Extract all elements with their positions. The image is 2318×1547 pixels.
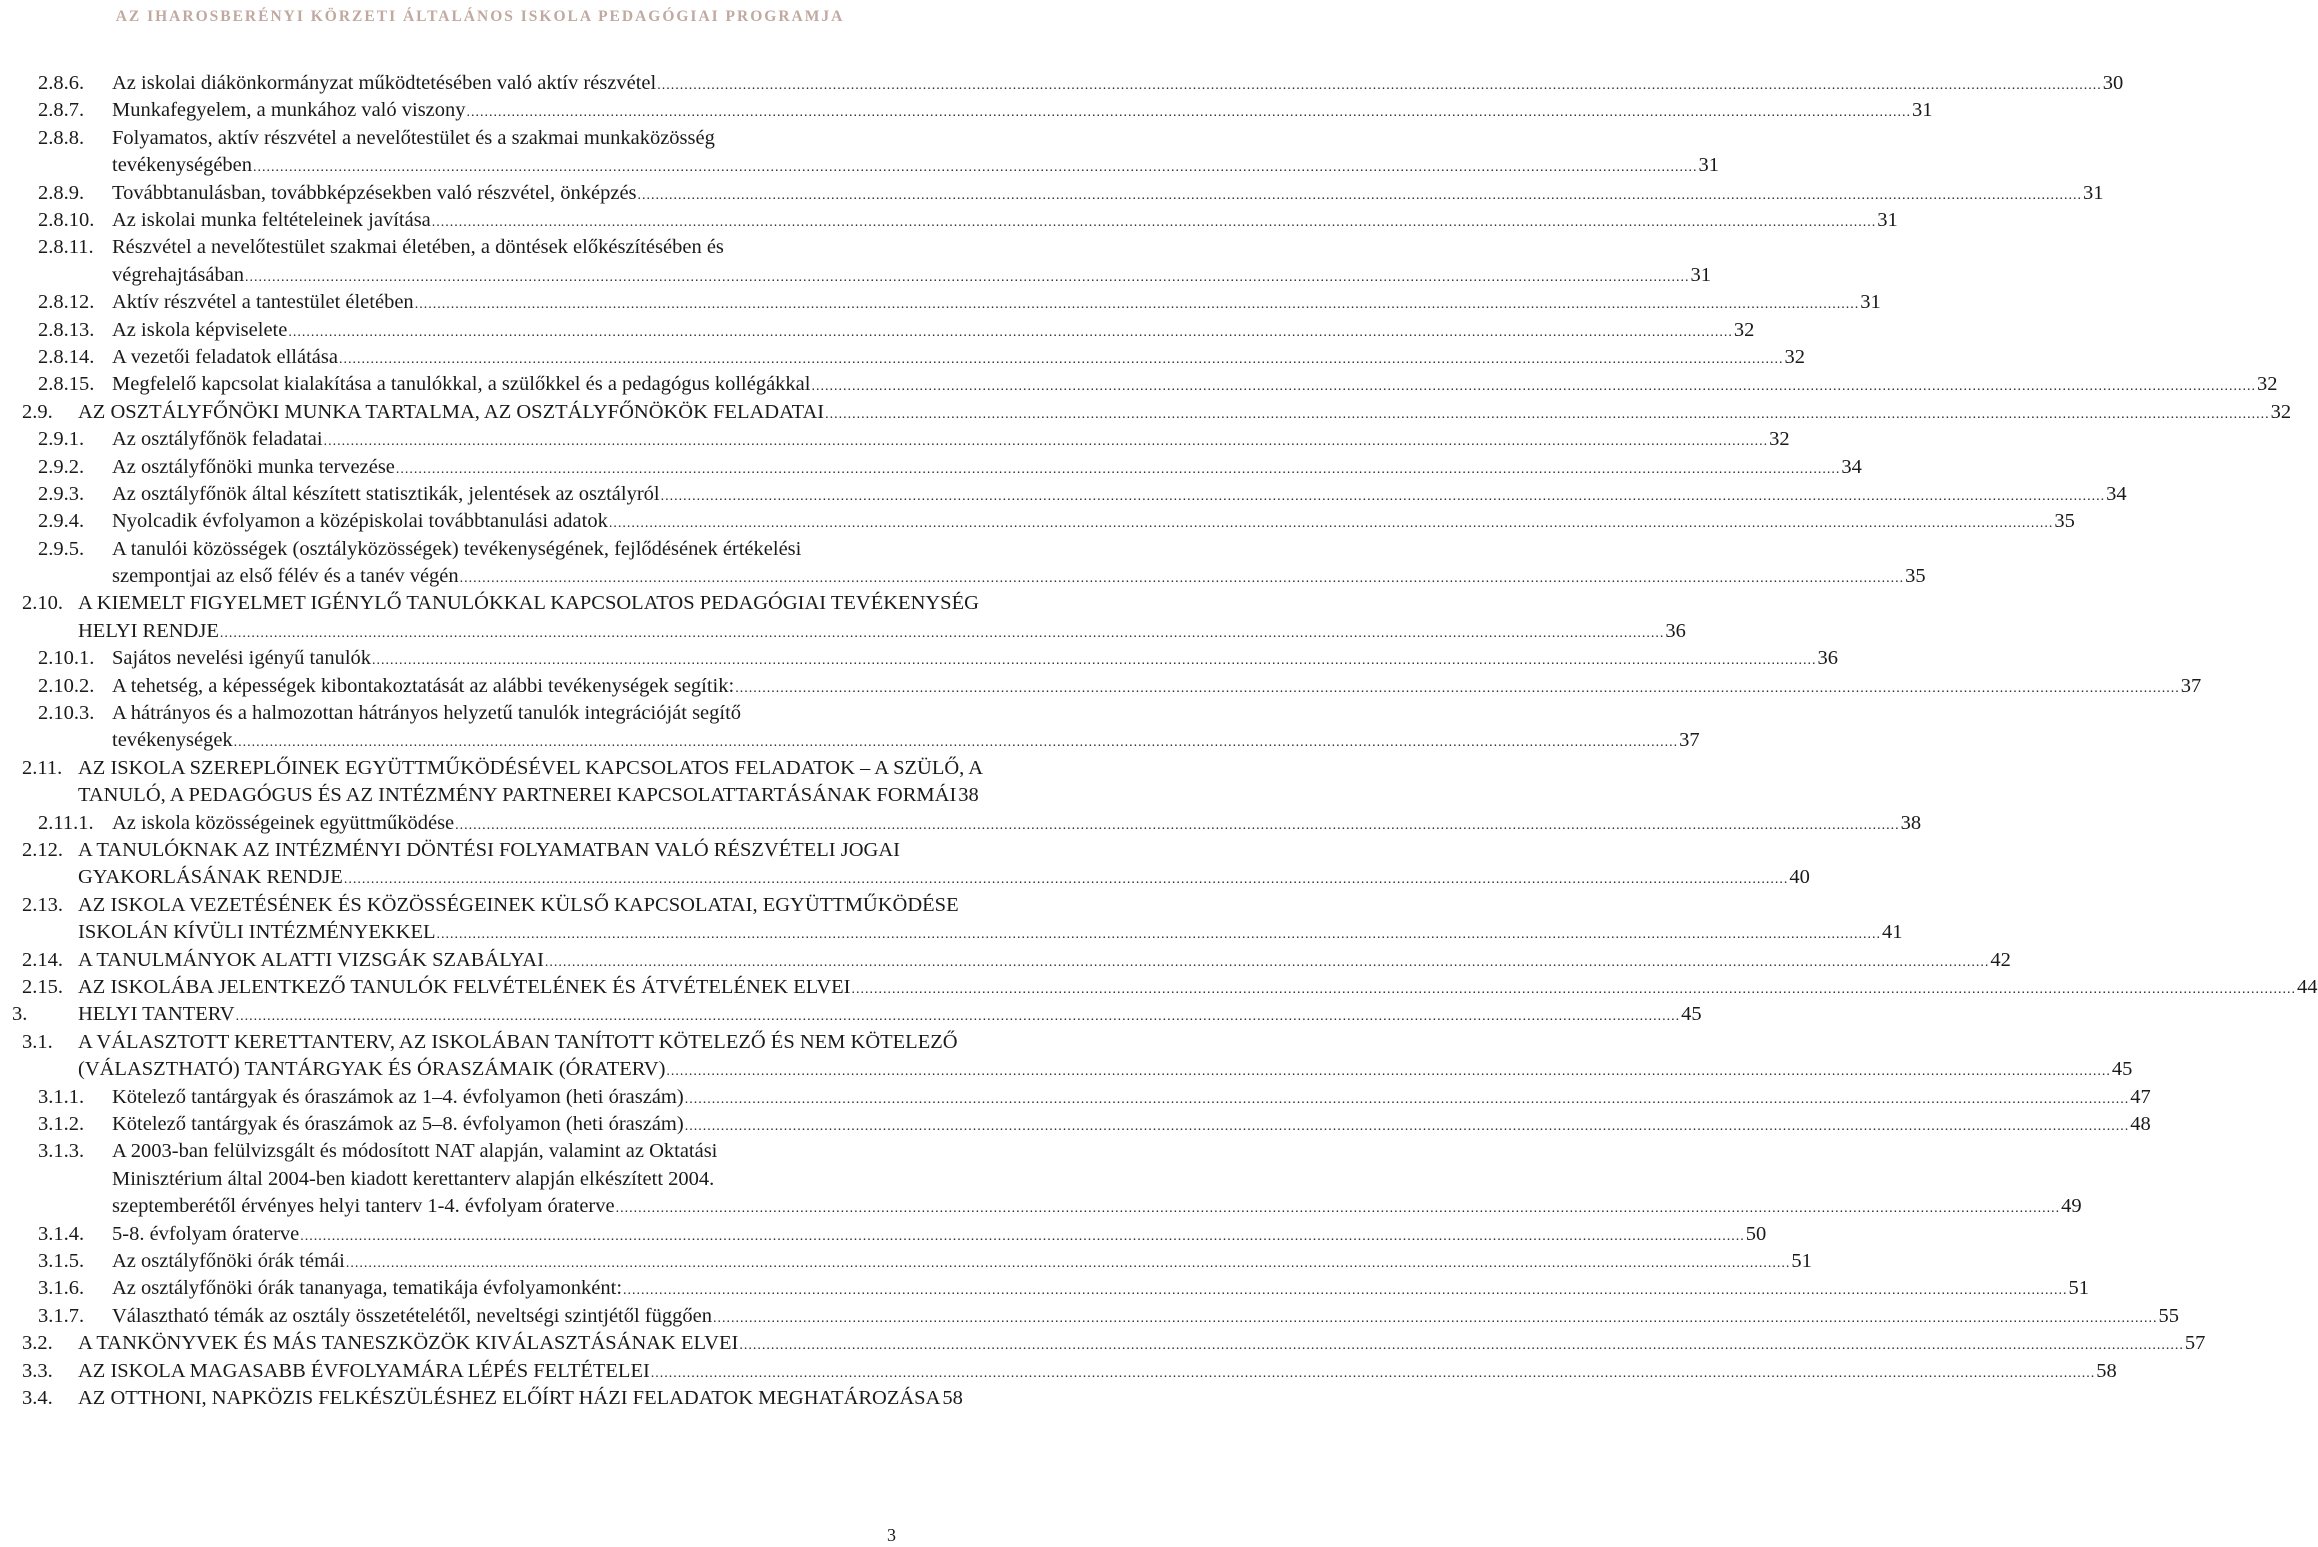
toc-entry-title: AZ ISKOLA SZEREPLŐINEK EGYÜTTMŰKÖDÉSÉVEL KAPCSOLATOS FELADATOK – A SZÜLŐ, A — [78, 756, 984, 779]
dot-leader — [344, 866, 1789, 893]
toc-entry[interactable] — [0, 1303, 2179, 1330]
toc-entry-number: 3.1.4. — [38, 1222, 85, 1245]
dot-leader — [324, 428, 1769, 455]
toc-entry[interactable] — [0, 399, 2292, 426]
toc-entry-number: 2.9.5. — [38, 537, 85, 560]
toc-entry[interactable] — [0, 947, 2011, 974]
toc-entry-title: Az iskolai munka feltételeinek javítása — [112, 208, 431, 231]
table-of-contents — [0, 70, 2318, 1412]
toc-entry[interactable] — [0, 1248, 1812, 1275]
toc-entry-title: A TANKÖNYVEK ÉS MÁS TANESZKÖZÖK KIVÁLASZTÁSÁNAK ELVEI — [78, 1332, 739, 1355]
dot-leader — [657, 72, 2102, 99]
dot-leader — [811, 373, 2256, 400]
toc-entry-number: 2.8.14. — [38, 345, 95, 368]
toc-entry[interactable] — [0, 371, 2278, 398]
toc-entry-page: 48 — [2130, 1112, 2151, 1135]
dot-leader — [713, 1305, 2158, 1332]
toc-entry-number: 2.10.1. — [38, 647, 95, 670]
toc-entry-title: szempontjai az első félév és a tanév végén — [112, 565, 459, 588]
dot-leader — [455, 812, 1900, 839]
running-header: AZ IHAROSBERÉNYI KÖRZETI ÁLTALÁNOS ISKOLA PEDAGÓGIAI PROGRAMJA — [115, 8, 845, 25]
dot-leader — [685, 1113, 2130, 1140]
toc-entry-page: 37 — [1679, 729, 1700, 752]
toc-entry-title: A tanulói közösségek (osztályközösségek) tevékenységének, fejlődésének értékelési — [112, 537, 802, 560]
toc-entry-number: 2.8.8. — [38, 126, 85, 149]
toc-entry-number: 2.8.12. — [38, 291, 95, 314]
dot-leader — [609, 510, 2054, 537]
toc-entry[interactable] — [0, 810, 1922, 837]
toc-entry[interactable] — [0, 1111, 2151, 1138]
toc-entry-page: 31 — [1690, 263, 1712, 286]
dot-leader — [253, 154, 1698, 181]
toc-entry[interactable] — [0, 454, 1862, 481]
toc-entry[interactable] — [0, 1358, 2117, 1385]
toc-entry-number: 2.12. — [22, 839, 63, 862]
toc-entry-number: 2.8.13. — [38, 318, 95, 341]
toc-entry-title: Továbbtanulásban, továbbképzésekben való részvétel, önképzés — [112, 181, 637, 204]
toc-entry-title: AZ ISKOLA VEZETÉSÉNEK ÉS KÖZÖSSÉGEINEK KÜLSŐ KAPCSOLATAI, EGYÜTTMŰKÖDÉSE — [78, 893, 959, 916]
toc-entry[interactable] — [0, 673, 2202, 700]
toc-entry-title: AZ OTTHONI, NAPKÖZIS FELKÉSZÜLÉSHEZ ELŐÍRT HÁZI FELADATOK MEGHATÁROZÁSA — [78, 1386, 941, 1409]
toc-entry-page: 47 — [2130, 1085, 2151, 1108]
toc-entry-title: Kötelező tantárgyak és óraszámok az 5–8. évfolyamon (heti óraszám) — [112, 1112, 684, 1135]
toc-entry[interactable] — [0, 234, 1712, 289]
toc-entry-page: 58 — [942, 1386, 963, 1409]
toc-entry-number: 2.9.4. — [38, 510, 85, 533]
dot-leader — [288, 319, 1733, 346]
toc-entry-title: Az iskola képviselete — [112, 318, 288, 341]
toc-entry-page: 32 — [2256, 373, 2278, 396]
dot-leader — [372, 647, 1817, 674]
toc-entry-number: 2.13. — [22, 893, 63, 916]
toc-entry-title: Nyolcadik évfolyamon a középiskolai továbbtanulási adatok — [112, 510, 608, 533]
toc-entry-page: 58 — [2096, 1359, 2117, 1382]
toc-entry-page: 36 — [1817, 647, 1839, 670]
dot-leader — [346, 1250, 1791, 1277]
dot-leader — [661, 483, 2106, 510]
toc-entry-number: 2.9.1. — [38, 428, 85, 451]
toc-entry-title: tevékenységek — [112, 729, 233, 752]
toc-entry-number: 3.1.1. — [38, 1085, 85, 1108]
toc-entry-page: 45 — [2111, 1058, 2133, 1081]
dot-leader — [236, 1003, 1681, 1030]
toc-entry[interactable] — [0, 180, 2104, 207]
toc-entry-title: GYAKORLÁSÁNAK RENDJE — [78, 866, 343, 889]
toc-entry-number: 2.8.6. — [38, 72, 85, 94]
toc-entry-number: 2.8.7. — [38, 99, 85, 122]
toc-entry[interactable] — [0, 1385, 963, 1412]
toc-entry-page: 31 — [1912, 99, 1933, 122]
toc-entry-number: 2.9.3. — [38, 482, 85, 505]
toc-entry[interactable] — [0, 755, 984, 810]
dot-leader — [685, 1086, 2130, 1113]
toc-entry-page: 57 — [2184, 1332, 2206, 1355]
toc-entry-number: 3.1. — [22, 1030, 53, 1053]
toc-entry-title: végrehajtásában — [112, 263, 245, 286]
toc-entry-title: Aktív részvétel a tantestület életében — [112, 291, 414, 314]
toc-entry-page: 32 — [2270, 400, 2292, 423]
toc-entry-number: 2.8.10. — [38, 208, 95, 231]
toc-entry-title: HELYI TANTERV — [78, 1003, 235, 1026]
toc-entry-page: 44 — [2297, 976, 2318, 999]
dot-leader — [651, 1360, 2096, 1387]
toc-entry-title: A tehetség, a képességek kibontakoztatását az alábbi tevékenységek segítik: — [112, 674, 735, 697]
dot-leader — [339, 346, 1784, 373]
toc-entry-page: 35 — [2054, 510, 2075, 533]
page-number: 3 — [887, 1525, 896, 1545]
toc-entry-title: A TANULMÁNYOK ALATTI VIZSGÁK SZABÁLYAI — [78, 948, 544, 971]
toc-entry[interactable] — [0, 426, 1790, 453]
toc-entry[interactable] — [0, 1275, 2090, 1302]
toc-entry-page: 38 — [1900, 811, 1922, 834]
toc-entry-title: Részvétel a nevelőtestület szakmai életében, a döntések előkészítésében és — [112, 236, 724, 259]
toc-entry-number: 3.3. — [22, 1359, 53, 1382]
toc-entry-title: Munkafegyelem, a munkához való viszony — [112, 99, 466, 122]
dot-leader — [545, 949, 1990, 976]
dot-leader — [245, 264, 1690, 291]
toc-entry-number: 3.2. — [22, 1332, 53, 1355]
dot-leader — [825, 401, 2270, 428]
toc-entry[interactable] — [0, 837, 1810, 892]
toc-entry[interactable] — [0, 1221, 1767, 1248]
toc-entry-title: Minisztérium által 2004-ben kiadott kerettanterv alapján elkészített 2004. — [112, 1167, 715, 1190]
toc-entry[interactable] — [0, 70, 2124, 97]
toc-entry-title: Folyamatos, aktív részvétel a nevelőtestület és a szakmai munkaközösség — [112, 126, 715, 149]
toc-entry-page: 32 — [1733, 318, 1755, 341]
dot-leader — [437, 921, 1882, 948]
toc-entry[interactable] — [0, 1001, 1702, 1028]
toc-entry[interactable] — [0, 536, 1926, 591]
toc-entry-title: Választható témák az osztály összetételétől, neveltségi szintjétől függően — [112, 1304, 712, 1327]
toc-entry-number: 2.9.2. — [38, 455, 85, 478]
toc-entry-page: 38 — [958, 784, 979, 807]
toc-entry[interactable] — [0, 344, 1805, 371]
toc-entry-page: 31 — [1860, 291, 1881, 314]
dot-leader — [432, 209, 1877, 236]
toc-entry-title: Az osztályfőnök feladatai — [112, 428, 323, 451]
toc-entry-title: AZ ISKOLÁBA JELENTKEZŐ TANULÓK FELVÉTELÉNEK ÉS ÁTVÉTELÉNEK ELVEI — [78, 976, 851, 999]
toc-entry[interactable] — [0, 892, 1903, 947]
toc-entry-title: Megfelelő kapcsolat kialakítása a tanulókkal, a szülőkkel és a pedagógus kollégákkal — [112, 373, 811, 396]
toc-entry-title: A VÁLASZTOTT KERETTANTERV, AZ ISKOLÁBAN TANÍTOTT KÖTELEZŐ ÉS NEM KÖTELEZŐ — [78, 1030, 958, 1053]
dot-leader — [616, 1195, 2061, 1222]
toc-entry-page: 42 — [1990, 948, 2011, 971]
toc-entry-number: 2.10.3. — [38, 702, 95, 725]
toc-entry[interactable] — [0, 481, 2127, 508]
toc-entry-title: Az osztályfőnöki munka tervezése — [112, 455, 395, 478]
toc-entry-page: 35 — [1905, 565, 1926, 588]
toc-entry-page: 36 — [1665, 619, 1686, 642]
toc-entry-number: 3.1.6. — [38, 1277, 85, 1300]
toc-entry-number: 2.9. — [22, 400, 53, 423]
toc-entry-number: 3.1.7. — [38, 1304, 85, 1327]
toc-entry[interactable] — [0, 289, 1881, 316]
toc-entry-number: 2.10.2. — [38, 674, 95, 697]
dot-leader — [460, 565, 1905, 592]
toc-entry[interactable] — [0, 645, 1839, 672]
toc-entry-number: 2.14. — [22, 948, 63, 971]
toc-entry-title: Sajátos nevelési igényű tanulók — [112, 647, 372, 670]
toc-entry-title: AZ OSZTÁLYFŐNÖKI MUNKA TARTALMA, AZ OSZTÁLYFŐNÖKÖK FELADATAI — [78, 400, 825, 423]
toc-entry-title: AZ ISKOLA MAGASABB ÉVFOLYAMÁRA LÉPÉS FELTÉTELEI — [78, 1359, 650, 1382]
dot-leader — [638, 182, 2083, 209]
toc-entry-number: 2.8.11. — [38, 236, 94, 259]
toc-entry-title: A vezetői feladatok ellátása — [112, 345, 338, 368]
toc-entry-page: 32 — [1769, 428, 1790, 451]
dot-leader — [739, 1332, 2184, 1359]
toc-entry-title: HELYI RENDJE — [78, 619, 219, 642]
toc-entry[interactable] — [0, 97, 1933, 124]
toc-entry[interactable] — [0, 125, 1720, 180]
toc-entry-title: tevékenységében — [112, 154, 253, 177]
toc-entry-number: 3. — [12, 1003, 28, 1026]
toc-entry-number: 2.10. — [22, 592, 63, 615]
toc-entry[interactable] — [0, 508, 2075, 535]
toc-entry[interactable] — [0, 1084, 2151, 1111]
toc-entry-number: 2.15. — [22, 976, 63, 999]
toc-entry-number: 2.11. — [22, 756, 63, 779]
toc-entry-title: A KIEMELT FIGYELMET IGÉNYLŐ TANULÓKKAL KAPCSOLATOS PEDAGÓGIAI TEVÉKENYSÉG — [78, 592, 979, 615]
toc-entry[interactable] — [0, 207, 1898, 234]
toc-entry-page: 34 — [1841, 455, 1862, 478]
toc-entry-title: ISKOLÁN KÍVÜLI INTÉZMÉNYEKKEL — [78, 921, 436, 944]
toc-entry[interactable] — [0, 1330, 2206, 1357]
toc-entry[interactable] — [0, 700, 1700, 755]
toc-entry-title: Az osztályfőnöki órák tananyaga, tematikája évfolyamonként: — [112, 1277, 623, 1300]
toc-entry-title: A TANULÓKNAK AZ INTÉZMÉNYI DÖNTÉSI FOLYAMATBAN VALÓ RÉSZVÉTELI JOGAI — [78, 839, 900, 862]
toc-entry-page: 55 — [2158, 1304, 2179, 1327]
toc-entry-page: 30 — [2102, 72, 2124, 94]
toc-entry-page: 31 — [1698, 154, 1720, 177]
toc-entry-page: 49 — [2061, 1195, 2082, 1218]
dot-leader — [467, 99, 1912, 126]
toc-entry-number: 3.1.3. — [38, 1140, 85, 1163]
toc-entry-page: 34 — [2106, 482, 2127, 505]
toc-entry-page: 45 — [1681, 1003, 1702, 1026]
toc-entry[interactable] — [0, 317, 1755, 344]
toc-entry-title: Az osztályfőnök által készített statisztikák, jelentések az osztályról — [112, 482, 660, 505]
toc-entry[interactable] — [0, 1138, 2082, 1220]
toc-entry-title: Kötelező tantárgyak és óraszámok az 1–4. évfolyamon (heti óraszám) — [112, 1085, 684, 1108]
toc-entry[interactable] — [0, 974, 2318, 1001]
toc-entry-title: szeptemberétől érvényes helyi tanterv 1-4. évfolyam óraterve — [112, 1195, 615, 1218]
toc-entry-title: TANULÓ, A PEDAGÓGUS ÉS AZ INTÉZMÉNY PARTNEREI KAPCSOLATTARTÁSÁNAK FORMÁI — [78, 784, 957, 807]
toc-entry[interactable] — [0, 1029, 2133, 1084]
toc-entry-page: 51 — [1791, 1249, 1812, 1272]
toc-entry-number: 3.1.5. — [38, 1249, 85, 1272]
toc-entry-page: 51 — [2068, 1277, 2090, 1300]
toc-entry-page: 37 — [2180, 674, 2202, 697]
toc-entry-title: Az osztályfőnöki órák témái — [112, 1249, 345, 1272]
toc-entry-number: 3.4. — [22, 1386, 53, 1409]
dot-leader — [234, 729, 1679, 756]
toc-entry-page: 40 — [1789, 866, 1810, 889]
toc-entry-number: 2.11.1. — [38, 811, 94, 834]
toc-entry-page: 41 — [1882, 921, 1903, 944]
toc-entry-title: A 2003-ban felülvizsgált és módosított NAT alapján, valamint az Oktatási — [112, 1140, 718, 1163]
dot-leader — [300, 1223, 1745, 1250]
dot-leader — [220, 620, 1665, 647]
toc-entry-page: 50 — [1745, 1222, 1767, 1245]
dot-leader — [415, 291, 1860, 318]
dot-leader — [666, 1058, 2111, 1085]
toc-entry-number: 3.1.2. — [38, 1112, 85, 1135]
dot-leader — [396, 456, 1841, 483]
toc-entry[interactable] — [0, 590, 1686, 645]
toc-entry-number: 2.8.15. — [38, 373, 95, 396]
toc-entry-page: 32 — [1784, 345, 1805, 368]
dot-leader — [852, 976, 2297, 1003]
toc-entry-title: A hátrányos és a halmozottan hátrányos helyzetű tanulók integrációját segítő — [112, 702, 742, 725]
toc-entry-title: 5-8. évfolyam óraterve — [112, 1222, 300, 1245]
toc-entry-title: Az iskolai diákönkormányzat működtetésében való aktív részvétel — [112, 72, 657, 94]
dot-leader — [623, 1277, 2068, 1304]
toc-entry-page: 31 — [1877, 208, 1898, 231]
toc-entry-title: (VÁLASZTHATÓ) TANTÁRGYAK ÉS ÓRASZÁMAIK (ÓRATERV) — [78, 1058, 666, 1081]
toc-entry-number: 2.8.9. — [38, 181, 85, 204]
dot-leader — [735, 675, 2180, 702]
toc-entry-page: 31 — [2083, 181, 2104, 204]
toc-entry-title: Az iskola közösségeinek együttműködése — [112, 811, 455, 834]
